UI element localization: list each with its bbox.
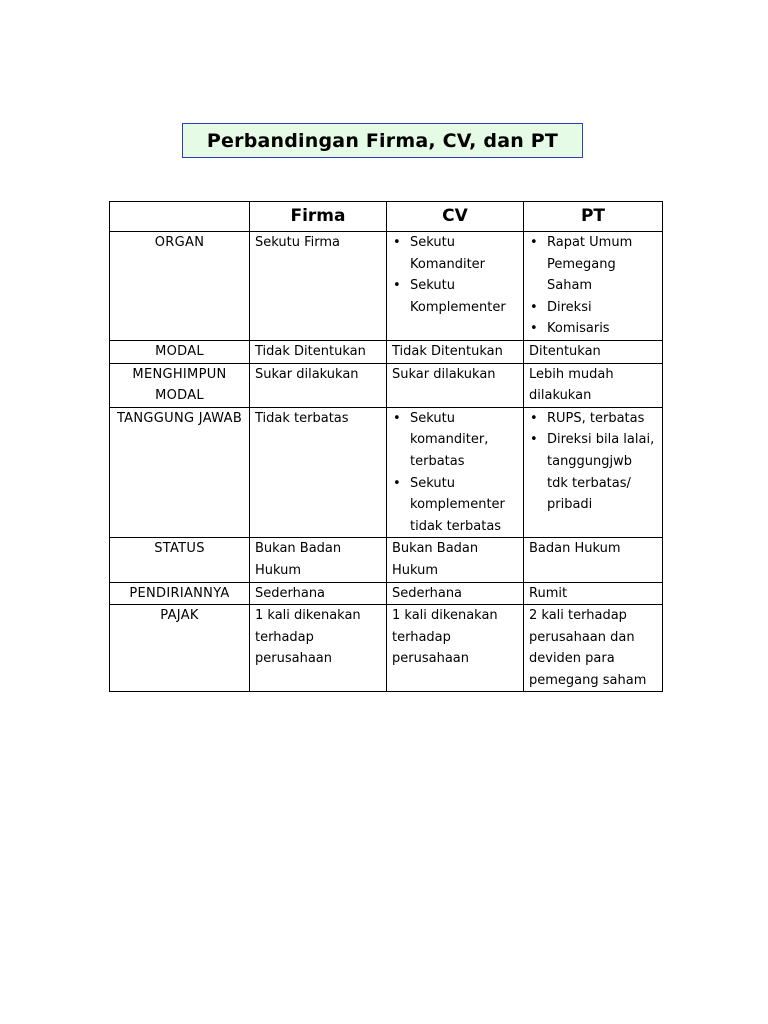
cell-cv [387,407,524,538]
cell-firma: Tidak Ditentukan [250,340,387,363]
cell-firma: 1 kali dikenakan terhadap perusahaan [250,605,387,692]
cell-cv: Sukar dilakukan [387,363,524,407]
list-item: • Rapat Umum Pemegang Saham [529,232,657,297]
table-row-organ [110,232,663,341]
header-cell-firma: Firma [250,202,387,232]
cell-pt: Rumit [524,582,663,605]
comparison-table [109,201,663,692]
row-label: MENGHIMPUN MODAL [110,363,250,407]
table-row-pendiriannya [110,582,663,605]
bullet-list [392,408,518,538]
row-label: STATUS [110,538,250,582]
list-item: • RUPS, terbatas [529,408,657,430]
list-item: • Sekutu Komanditer [392,232,518,275]
cell-pt: Ditentukan [524,340,663,363]
table-row-menghimpun-modal [110,363,663,407]
list-item: • Direksi bila lalai, tanggungjwb tdk terbatas/ pribadi [529,429,657,515]
cell-cv [387,232,524,341]
bullet-list [392,232,518,318]
row-label: MODAL [110,340,250,363]
page-title: Perbandingan Firma, CV, dan PT [206,129,559,152]
list-item: • Sekutu komplementer tidak terbatas [392,473,518,538]
cell-pt: Badan Hukum [524,538,663,582]
table-row-status [110,538,663,582]
row-label: ORGAN [110,232,250,341]
cell-cv: 1 kali dikenakan terhadap perusahaan [387,605,524,692]
list-item: • Sekutu Komplementer [392,275,518,318]
cell-pt: Lebih mudah dilakukan [524,363,663,407]
row-label: PAJAK [110,605,250,692]
cell-cv: Sederhana [387,582,524,605]
header-cell-cv: CV [387,202,524,232]
header-cell-pt: PT [524,202,663,232]
bullet-list [529,408,657,516]
cell-cv: Bukan Badan Hukum [387,538,524,582]
bullet-list [529,232,657,340]
table-row-tanggung-jawab [110,407,663,538]
cell-cv: Tidak Ditentukan [387,340,524,363]
list-item: • Direksi [529,297,657,319]
cell-pt [524,232,663,341]
cell-firma: Bukan Badan Hukum [250,538,387,582]
list-item: • Komisaris [529,318,657,340]
list-item: • Sekutu komanditer, terbatas [392,408,518,473]
cell-firma: Sekutu Firma [250,232,387,341]
cell-pt [524,407,663,538]
row-label: TANGGUNG JAWAB [110,407,250,538]
cell-firma: Sederhana [250,582,387,605]
cell-pt: 2 kali terhadap perusahaan dan deviden para pemegang saham [524,605,663,692]
header-cell-empty [110,202,250,232]
cell-firma: Sukar dilakukan [250,363,387,407]
table-row-pajak [110,605,663,692]
cell-firma: Tidak terbatas [250,407,387,538]
table-row-modal [110,340,663,363]
header-row [110,202,663,232]
title-box [182,123,583,158]
row-label: PENDIRIANNYA [110,582,250,605]
